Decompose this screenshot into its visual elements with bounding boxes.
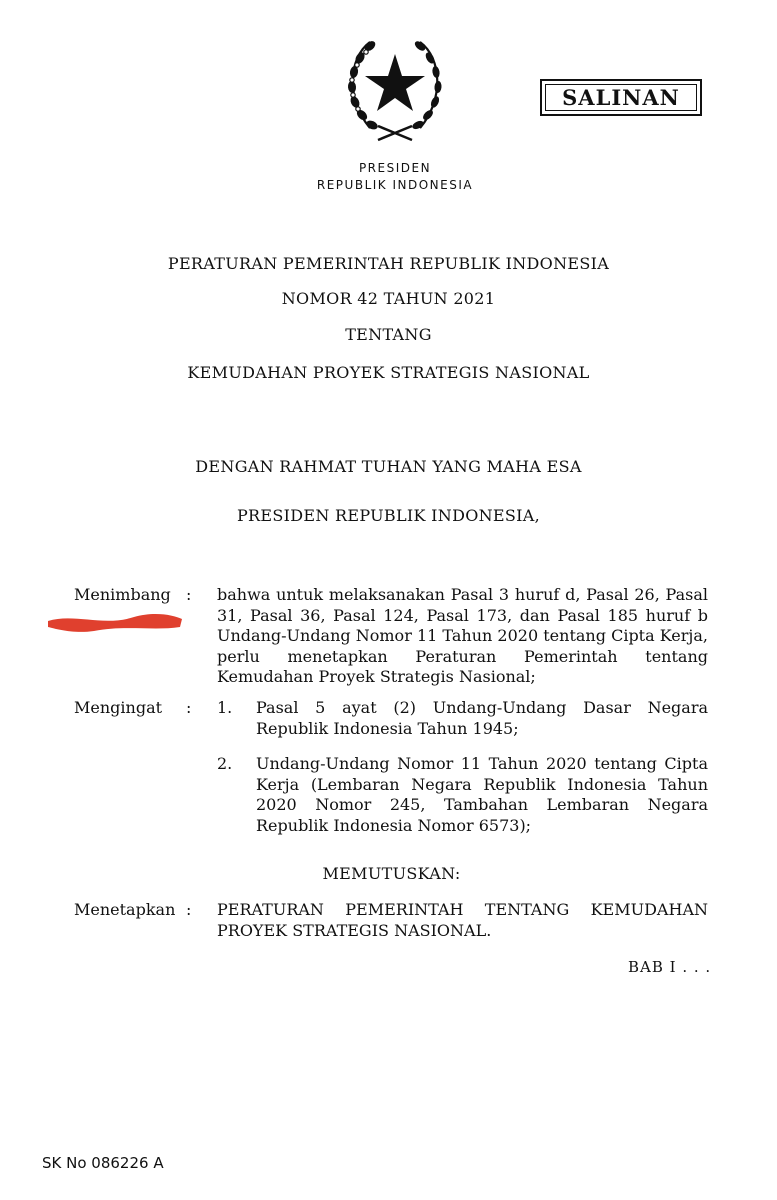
salinan-stamp xyxy=(540,79,702,116)
title-line-3: TENTANG xyxy=(345,325,432,344)
mengingat-colon: : xyxy=(186,698,192,717)
mengingat-item-number: 1. xyxy=(217,698,233,717)
menetapkan-text: PERATURAN PEMERINTAH TENTANG KEMUDAHAN PROYEK STRATEGIS NASIONAL. xyxy=(217,900,708,940)
salinan-stamp-text: SALINAN xyxy=(545,84,697,111)
mengingat-item-text: Undang-Undang Nomor 11 Tahun 2020 tentang Cipta Kerja (Lembaran Negara Republik Indonesia Tahun 2020 Nomor 245, Tambahan Lembaran Negara Republik Indonesia Nomor 6573); xyxy=(256,754,708,835)
title-line-2: NOMOR 42 TAHUN 2021 xyxy=(281,289,496,308)
menimbang-text: bahwa untuk melaksanakan Pasal 3 huruf d, Pasal 26, Pasal 31, Pasal 36, Pasal 124, Pasal 173, dan Pasal 185 huruf b Undang-Undang Nomor 11 Tahun 2020 tentang Cipta Kerja, perlu menetapkan Peraturan Pemerintah tentang Kemudahan Proyek Strategis Nasional; xyxy=(217,585,708,686)
menetapkan-label: Menetapkan xyxy=(74,900,176,919)
issuer-line-2: REPUBLIK INDONESIA xyxy=(316,178,474,192)
title-line-1: PERATURAN PEMERINTAH REPUBLIK INDONESIA xyxy=(167,254,610,273)
mengingat-item-number: 2. xyxy=(217,754,233,773)
preamble-line-1: DENGAN RAHMAT TUHAN YANG MAHA ESA xyxy=(195,457,582,476)
menetapkan-colon: : xyxy=(186,900,192,919)
title-line-4: KEMUDAHAN PROYEK STRATEGIS NASIONAL xyxy=(187,363,590,382)
redaction-mark xyxy=(44,607,185,634)
presidential-star-wreath-icon xyxy=(340,30,450,145)
mengingat-label: Mengingat xyxy=(74,698,163,717)
mengingat-item-text: Pasal 5 ayat (2) Undang-Undang Dasar Negara Republik Indonesia Tahun 1945; xyxy=(256,698,708,738)
menimbang-colon: : xyxy=(186,585,192,604)
preamble-line-2: PRESIDEN REPUBLIK INDONESIA, xyxy=(236,506,541,525)
issuer-line-1: PRESIDEN xyxy=(358,161,432,175)
sk-number: SK No 086226 A xyxy=(42,1154,164,1172)
continuation-marker: BAB I . . . xyxy=(628,958,712,976)
memutuskan-heading: MEMUTUSKAN: xyxy=(322,864,461,883)
menimbang-label: Menimbang xyxy=(74,585,171,604)
